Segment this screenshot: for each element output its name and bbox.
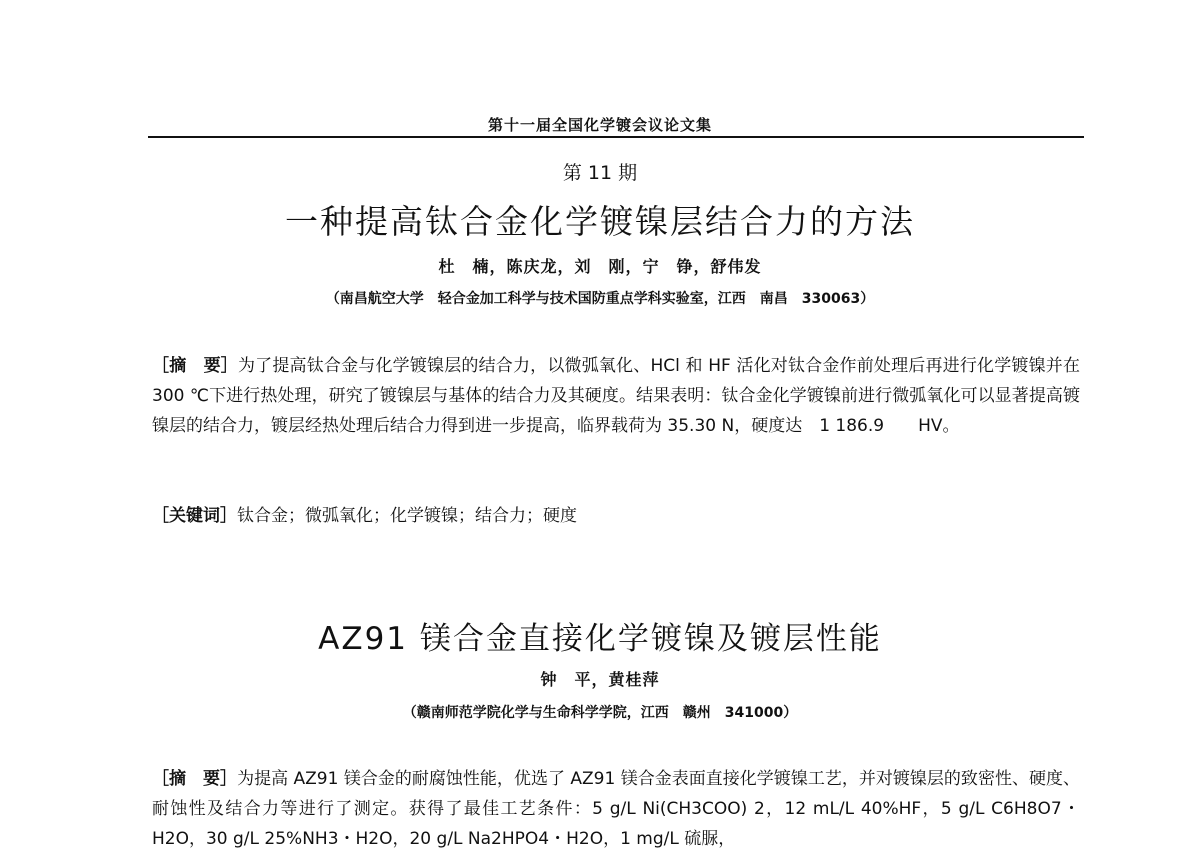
article1-keywords bbox=[152, 501, 1080, 531]
article2-abstract-label: ［摘 要］ bbox=[152, 769, 238, 789]
running-header: 第十一届全国化学镀会议论文集 bbox=[487, 116, 712, 134]
article1-authors: 杜 楠，陈庆龙，刘 刚，宁 铮，舒伟发 bbox=[438, 257, 762, 276]
article1-title: 一种提高钛合金化学镀镍层结合力的方法 bbox=[285, 202, 915, 241]
article1-abstract-text: 为了提高钛合金与化学镀镍层的结合力，以微弧氧化、HCl 和 HF 活化对钛合金作前处理后再进行化学镀镍并在 300 ℃下进行热处理，研究了镀镍层与基体的结合力及其硬度。结果表明：钛合金化学镀镍前进行微弧氧化可以显著提高镀镍层的结合力，镀层经热处理后结合力得到进一步提高，临界载荷为 35.30 N，硬度达 1 186.9 HV。 bbox=[152, 356, 1080, 436]
article2-abstract bbox=[152, 764, 1080, 854]
article2-authors: 钟 平，黄桂萍 bbox=[540, 670, 660, 689]
article1-keywords-label: ［关键词］ bbox=[152, 506, 237, 526]
article2-affiliation: （赣南师范学院化学与生命科学学院，江西 赣州 341000） bbox=[402, 705, 798, 721]
header-rule bbox=[148, 136, 1084, 138]
article2-title: AZ91 镁合金直接化学镀镍及镀层性能 bbox=[318, 621, 882, 657]
article1-abstract bbox=[152, 351, 1080, 441]
article1-affiliation: （南昌航空大学 轻合金加工科学与技术国防重点学科实验室，江西 南昌 330063） bbox=[325, 291, 875, 307]
issue-number: 第 11 期 bbox=[562, 162, 638, 184]
article2-abstract-text: 为提高 AZ91 镁合金的耐腐蚀性能，优选了 AZ91 镁合金表面直接化学镀镍工艺，并对镀镍层的致密性、硬度、耐蚀性及结合力等进行了测定。获得了最佳工艺条件：5 g/L Ni(CH3COO) 2，12 mL/L 40%HF，5 g/L C6H8O7・H2O，30 g/L 25%NH3・H2O，20 g/L Na2HPO4・H2O，1 mg/L 硫脲， bbox=[152, 769, 1080, 849]
article1-keywords-text: 钛合金；微弧氧化；化学镀镍；结合力；硬度 bbox=[237, 506, 577, 526]
article1-abstract-label: ［摘 要］ bbox=[152, 356, 238, 376]
